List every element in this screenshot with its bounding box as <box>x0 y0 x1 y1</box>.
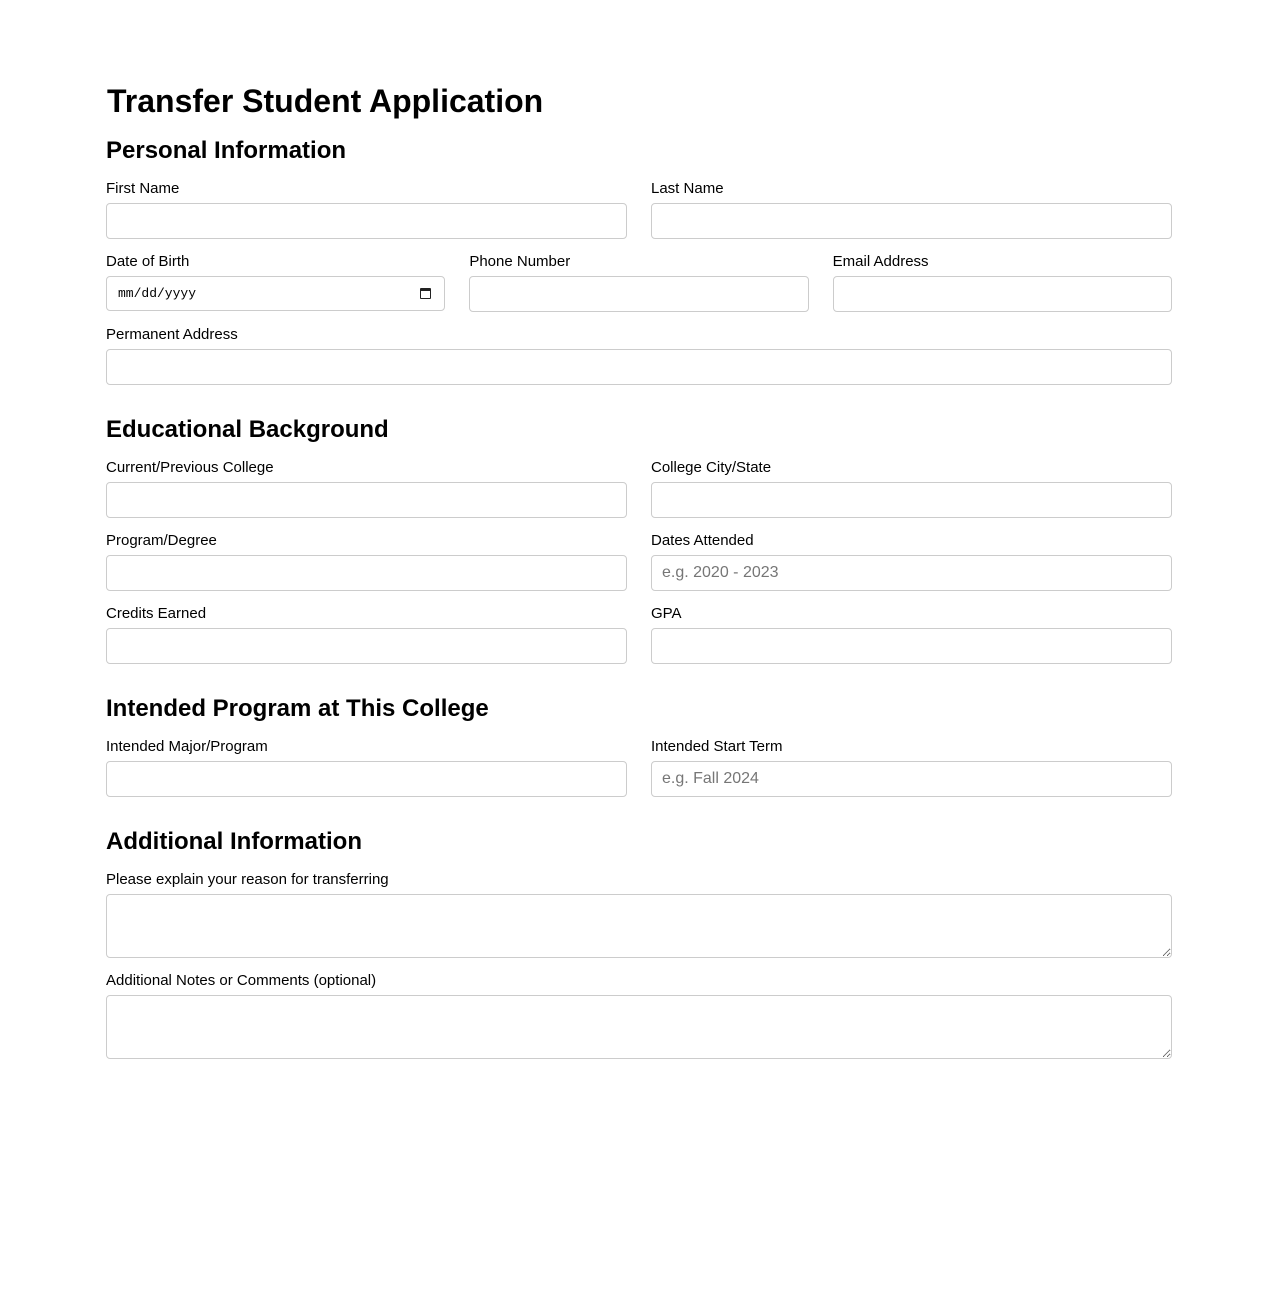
dates-attended-input[interactable] <box>651 555 1172 591</box>
dob-placeholder: mm/dd/yyyy <box>118 286 197 301</box>
address-input[interactable] <box>106 349 1172 385</box>
last-name-field <box>651 180 1172 239</box>
college-city-field <box>651 459 1172 518</box>
last-name-input[interactable] <box>651 203 1172 239</box>
row-program <box>106 532 1172 591</box>
college-input[interactable] <box>106 482 627 518</box>
credits-field <box>106 605 627 664</box>
phone-label: Phone Number <box>469 253 571 270</box>
row-address <box>106 326 1172 385</box>
college-city-input[interactable] <box>651 482 1172 518</box>
row-contact <box>106 253 1172 312</box>
first-name-field <box>106 180 627 239</box>
row-intended <box>106 738 1172 797</box>
college-label: Current/Previous College <box>106 459 274 476</box>
row-credits <box>106 605 1172 664</box>
major-input[interactable] <box>106 761 627 797</box>
credits-input[interactable] <box>106 628 627 664</box>
start-term-label: Intended Start Term <box>651 738 783 755</box>
section-heading-personal: Personal Information <box>106 137 347 164</box>
major-label: Intended Major/Program <box>106 738 268 755</box>
section-heading-education: Educational Background <box>106 416 389 443</box>
row-college <box>106 459 1172 518</box>
program-field <box>106 532 627 591</box>
reason-textarea[interactable] <box>106 894 1172 958</box>
start-term-input[interactable] <box>651 761 1172 797</box>
start-term-field <box>651 738 1172 797</box>
program-input[interactable] <box>106 555 627 591</box>
dob-field <box>106 253 445 312</box>
row-names <box>106 180 1172 239</box>
email-field <box>833 253 1172 312</box>
dob-input[interactable] <box>106 276 445 311</box>
page-title: Transfer Student Application <box>107 83 544 119</box>
address-label: Permanent Address <box>106 326 238 343</box>
address-field <box>106 326 1172 385</box>
first-name-label: First Name <box>106 180 180 197</box>
calendar-icon[interactable] <box>420 288 431 299</box>
notes-label: Additional Notes or Comments (optional) <box>106 972 377 989</box>
notes-field <box>106 972 1172 1059</box>
dob-label: Date of Birth <box>106 253 190 270</box>
section-heading-additional: Additional Information <box>106 828 362 855</box>
notes-textarea[interactable] <box>106 995 1172 1059</box>
gpa-field <box>651 605 1172 664</box>
reason-field <box>106 871 1172 958</box>
college-city-label: College City/State <box>651 459 772 476</box>
major-field <box>106 738 627 797</box>
email-label: Email Address <box>832 253 929 270</box>
phone-field <box>469 253 808 312</box>
gpa-input[interactable] <box>651 628 1172 664</box>
phone-input[interactable] <box>469 276 808 312</box>
dates-attended-field <box>651 532 1172 591</box>
credits-label: Credits Earned <box>106 605 207 622</box>
section-heading-intended: Intended Program at This College <box>106 695 489 722</box>
gpa-label: GPA <box>651 605 682 622</box>
last-name-label: Last Name <box>651 180 724 197</box>
program-label: Program/Degree <box>106 532 217 549</box>
row-notes <box>106 972 1172 1059</box>
first-name-input[interactable] <box>106 203 627 239</box>
college-field <box>106 459 627 518</box>
dates-attended-label: Dates Attended <box>651 532 754 549</box>
row-reason <box>106 871 1172 958</box>
email-input[interactable] <box>833 276 1172 312</box>
reason-label: Please explain your reason for transferring <box>106 871 389 888</box>
